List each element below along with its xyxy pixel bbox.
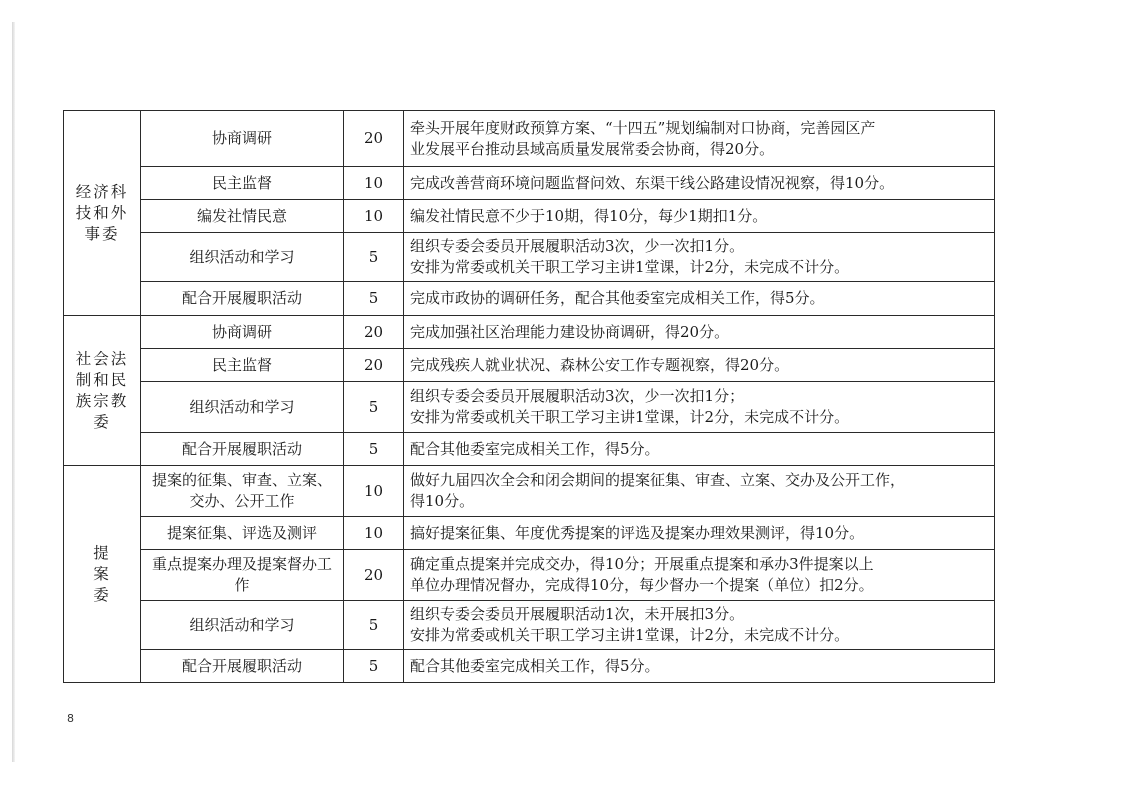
item-cell: 民主监督 [141,349,344,382]
item-cell: 协商调研 [141,316,344,349]
item-cell: 配合开展履职活动 [141,433,344,466]
requirement-cell: 配合其他委室完成相关工作，得5分。 [404,433,995,466]
table-row [64,167,995,200]
requirement-cell: 确定重点提案并完成交办，得10分；开展重点提案和承办3件提案以上 单位办理情况督办，完成得10分，每少督办一个提案（单位）扣2分。 [404,550,995,601]
requirement-cell: 完成改善营商环境问题监督问效、东渠干线公路建设情况视察，得10分。 [404,167,995,200]
table-row [64,316,995,349]
item-cell: 提案的征集、审查、立案、交办、公开工作 [141,466,344,517]
score-cell: 10 [344,517,404,550]
requirement-cell: 做好九届四次全会和闭会期间的提案征集、审查、立案、交办及公开工作， 得10分。 [404,466,995,517]
requirement-cell: 组织专委会委员开展履职活动3次，少一次扣1分。 安排为常委或机关干职工学习主讲1堂课，计2分，未完成不计分。 [404,233,995,282]
department-cell: 社会法制和民族宗教委 [64,316,141,466]
score-cell: 5 [344,433,404,466]
department-cell: 提案委 [64,466,141,683]
item-cell: 配合开展履职活动 [141,650,344,683]
table-row [64,466,995,517]
score-cell: 20 [344,349,404,382]
item-cell: 提案征集、评选及测评 [141,517,344,550]
requirement-cell: 完成残疾人就业状况、森林公安工作专题视察，得20分。 [404,349,995,382]
table-row [64,233,995,282]
item-cell: 组织活动和学习 [141,601,344,650]
requirement-cell: 牵头开展年度财政预算方案、“十四五”规划编制对口协商，完善园区产 业发展平台推动县域高质量发展常委会协商，得20分。 [404,111,995,167]
item-cell: 组织活动和学习 [141,382,344,433]
department-cell: 经济科技和外事委 [64,111,141,316]
page-number: 8 [67,712,74,725]
scan-edge-shadow [12,22,15,762]
score-cell: 10 [344,167,404,200]
table-row [64,282,995,316]
score-cell: 5 [344,233,404,282]
table-row [64,349,995,382]
score-cell: 10 [344,466,404,517]
score-cell: 20 [344,316,404,349]
table-row [64,601,995,650]
score-cell: 5 [344,650,404,683]
item-cell: 组织活动和学习 [141,233,344,282]
item-cell: 编发社情民意 [141,200,344,233]
table-row [64,200,995,233]
table-row [64,517,995,550]
requirement-cell: 配合其他委室完成相关工作，得5分。 [404,650,995,683]
requirement-cell: 组织专委会委员开展履职活动3次，少一次扣1分； 安排为常委或机关干职工学习主讲1堂课，计2分，未完成不计分。 [404,382,995,433]
requirement-cell: 搞好提案征集、年度优秀提案的评选及提案办理效果测评，得10分。 [404,517,995,550]
requirement-cell: 组织专委会委员开展履职活动1次，未开展扣3分。 安排为常委或机关干职工学习主讲1堂课，计2分，未完成不计分。 [404,601,995,650]
score-cell: 5 [344,601,404,650]
score-cell: 10 [344,200,404,233]
score-cell: 5 [344,382,404,433]
table-row [64,433,995,466]
item-cell: 重点提案办理及提案督办工作 [141,550,344,601]
table-row [64,111,995,167]
score-cell: 5 [344,282,404,316]
item-cell: 民主监督 [141,167,344,200]
score-cell: 20 [344,111,404,167]
table-row [64,382,995,433]
table-row [64,550,995,601]
requirement-cell: 编发社情民意不少于10期，得10分，每少1期扣1分。 [404,200,995,233]
table-row [64,650,995,683]
evaluation-table [63,110,995,683]
item-cell: 配合开展履职活动 [141,282,344,316]
item-cell: 协商调研 [141,111,344,167]
score-cell: 20 [344,550,404,601]
requirement-cell: 完成加强社区治理能力建设协商调研，得20分。 [404,316,995,349]
requirement-cell: 完成市政协的调研任务，配合其他委室完成相关工作，得5分。 [404,282,995,316]
